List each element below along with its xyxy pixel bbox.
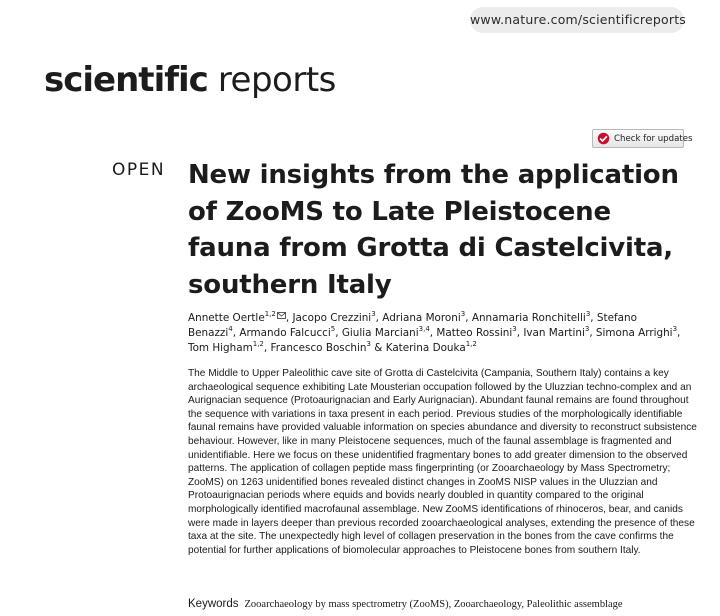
author[interactable] [239, 324, 336, 340]
crossmark-icon [597, 132, 610, 145]
author-name: Annette Oertle [188, 312, 265, 324]
author-affiliation: 3 [585, 309, 591, 318]
author-affiliation: 3,4 [418, 324, 430, 333]
author-affiliation: 4 [228, 324, 233, 333]
author-affiliation: 3 [366, 339, 371, 348]
author-affiliation: 3 [371, 309, 376, 318]
journal-logo[interactable] [44, 56, 336, 104]
author-list: Annette Oertle$^{1,2}$ , Jacopo Crezzini$^3$, Adriana Moroni$^3$, Annamaria Ronchitelli$^3$, Stefano Benazzi$^4$, Armando Falcucci$^5$, Giulia Marciani$^{3,4}$, Matteo Rossini$^3$, Ivan Martini$^3$, Simona Arrighi$^3$, Tom Higham$^{1,2}$, Francesco Boschin$^3$ & Katerina Douka$^{1,2}$ [188, 309, 681, 355]
author-name: Stefano Benazzi [188, 312, 637, 340]
author[interactable] [382, 309, 466, 324]
article-title: New insights from the application of ZooMS to Late Pleistocene fauna from Grotta di Castelcivita, southern Italy [188, 160, 679, 300]
check-for-updates-button[interactable] [592, 129, 693, 148]
author-affiliation: 3 [672, 324, 678, 333]
author-name: Simona Arrighi [595, 327, 673, 340]
author-name: Jacopo Crezzini [292, 312, 372, 324]
journal-url[interactable]: www.nature.com/scientificreports [470, 7, 684, 33]
author[interactable] [292, 309, 376, 324]
author-affiliation: 3 [512, 324, 517, 333]
author-affiliation: 1,2 [465, 339, 477, 348]
author[interactable] [188, 309, 286, 324]
author[interactable] [385, 339, 477, 355]
author-name: Ivan Martini [523, 327, 585, 340]
author-name: Giulia Marciani [341, 327, 419, 340]
journal-name-bold: scientific [44, 60, 208, 100]
author-affiliation: 1,2 [264, 309, 276, 318]
abstract: The Middle to Upper Paleolithic cave site of Grotta di Castelcivita (Campania, Southern Italy) contains a key archaeological sequence exhibiting Late Mousterian occupation followed by the Uluzzian techno-complex and an Aurignacian sequence (Protoaurignacian and Early Aurignacian). Abundant faunal remains are found throughout the sequence with variations in taxa present in each period. Previous studies of the morphologically identifiable faunal remains have provided valuable information on species abundance and diversity to reconstruct subsistence behaviour. However, like in many Pleistocene sequences, much of the faunal assemblage is fragmented and unidentifiable. Here we focus on these unidentified fragmentary bones to add greater dimension to the observed patterns. The application of collagen peptide mass fingerprinting (or Zooarchaeology by Mass Spectrometry; ZooMS) on 1263 unidentified bones revealed distinct changes in ZooMS NISP values in the Uluzzian and Protoaurignacian periods where equids and bovids nearly doubled in quantity compared to the original morphologically identified macrofaunal assemblage. New ZooMS identifications of rhinoceros, bear, and canids were made in layers deeper than previous recorded zooarchaeological analyses, extending the presence of these taxa at the site. The unexpectedly high level of collagen preservation in the bones from the cave confirms the potential for further applications of biomolecular approaches to Pleistocene bones from southern Italy. [188, 368, 697, 556]
author[interactable] [341, 324, 430, 340]
journal-name-light: reports [217, 60, 336, 100]
author-affiliation: 3 [460, 309, 466, 318]
author-name: Tom Higham [188, 342, 253, 355]
author-affiliation: 3 [584, 324, 590, 333]
author[interactable] [270, 339, 371, 355]
author[interactable] [595, 324, 678, 340]
author[interactable] [523, 324, 590, 340]
author-name: Matteo Rossini [436, 327, 513, 340]
email-icon[interactable] [277, 312, 286, 319]
author-name: Adriana Moroni [382, 312, 461, 324]
keywords-list: Zooarchaeology by mass spectrometry (ZooMS), Zooarchaeology, Paleolithic assemblage [244, 599, 623, 610]
keywords [188, 598, 623, 610]
open-access-badge: OPEN [112, 160, 166, 180]
author-name: Armando Falcucci [239, 327, 331, 340]
author-name: Katerina Douka [385, 342, 466, 355]
author[interactable] [436, 324, 517, 340]
author-affiliation: 5 [330, 324, 336, 333]
keywords-label: Keywords [188, 598, 239, 610]
author-affiliation: 1,2 [252, 339, 264, 348]
author-name: Annamaria Ronchitelli [471, 312, 586, 324]
author[interactable] [188, 339, 264, 355]
check-for-updates-label: Check for updates [614, 133, 693, 144]
author[interactable] [471, 309, 591, 324]
author-name: Francesco Boschin [270, 342, 367, 355]
